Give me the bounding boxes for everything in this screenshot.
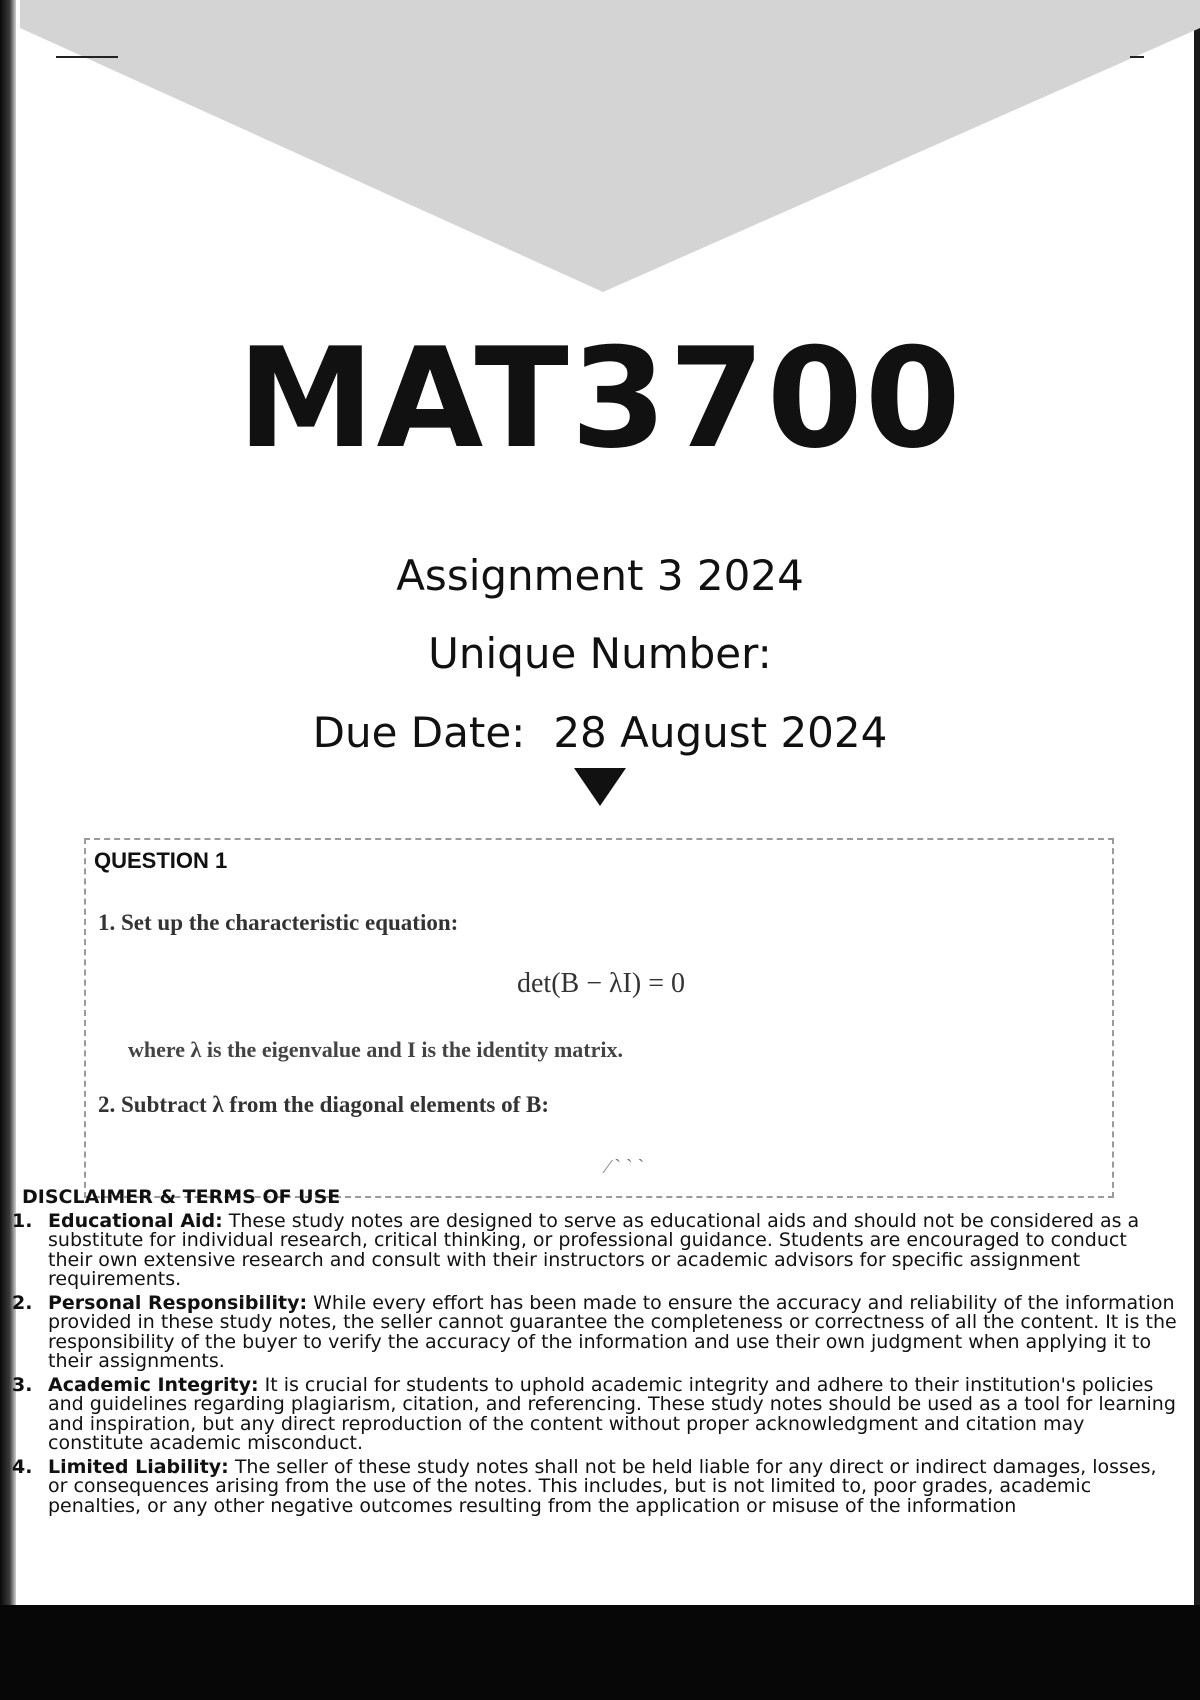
cover-chevron-banner [0,0,1200,300]
cutoff-matrix-fragment: ⁄ ˋ ˋ ˋ [606,1156,645,1178]
disclaimer-list [12,1209,1177,1517]
disclaimer-item-number: 3. [12,1373,33,1396]
disclaimer-item-heading: Educational Aid: [48,1209,223,1232]
unique-number-label: Unique Number: [428,629,772,678]
disclaimer-item-heading: Limited Liability: [48,1455,229,1478]
disclaimer-item [12,1373,1177,1454]
disclaimer-item [12,1209,1177,1290]
disclaimer-item-text: While every effort has been made to ensure the accuracy and reliability of the information provided in these study notes, the seller cannot guarantee the completeness or correctness of all the content. It is the responsibility of the buyer to verify the accuracy of the information and use their own judgment when applying it to their assignments. [48,1291,1177,1372]
disclaimer-item [12,1455,1177,1517]
due-date-line [0,708,1200,757]
disclaimer-item-number: 1. [12,1209,33,1232]
due-date-label: Due Date: [312,708,526,757]
disclaimer-item-number: 2. [12,1291,33,1314]
top-rule-right [1130,56,1144,58]
disclaimer-item-heading: Personal Responsibility: [48,1291,308,1314]
question-title: QUESTION 1 [94,848,228,873]
characteristic-equation: det(B − λI) = 0 [516,968,685,999]
where-explanation: where λ is the eigenvalue and I is the identity matrix. [128,1037,623,1062]
disclaimer-item [12,1291,1177,1372]
due-date-value: 28 August 2024 [553,708,888,757]
step-1-text: 1. Set up the characteristic equation: [98,910,459,935]
disclaimer-item-number: 4. [12,1455,33,1478]
disclaimer-title: DISCLAIMER & TERMS OF USE [22,1186,341,1208]
disclaimer-item-heading: Academic Integrity: [48,1373,259,1396]
disclaimer-item-text: The seller of these study notes shall not be held liable for any direct or indirect damages, losses, or consequences arising from the use of the notes. This includes, but is not limited to, poor grades, academic penalties, or any other negative outcomes resulting from the application or misuse of the information [48,1455,1157,1517]
step-2-text: 2. Subtract λ from the diagonal elements of B: [98,1092,550,1117]
down-arrow-icon [574,768,626,806]
top-rule-left [56,56,118,58]
assignment-label: Assignment 3 2024 [396,551,804,600]
disclaimer-section [12,1188,1177,1520]
disclaimer-item-text: These study notes are designed to serve as educational aids and should not be considered as a substitute for individual research, critical thinking, or professional guidance. Students are encouraged to conduct their own extensive research and consult with their instructors or academic advisors for specific assignment requirements. [48,1209,1140,1290]
disclaimer-item-text: It is crucial for students to uphold academic integrity and adhere to their institution's policies and guidelines regarding plagiarism, citation, and referencing. These study notes should be used as a tool for learning and inspiration, but any direct reproduction of the content without proper acknowledgment and citation may constitute academic misconduct. [48,1373,1176,1454]
bottom-dark-bar [0,1605,1200,1700]
course-code-title: MAT3700 [237,318,963,479]
question-preview-box [84,838,1114,1198]
